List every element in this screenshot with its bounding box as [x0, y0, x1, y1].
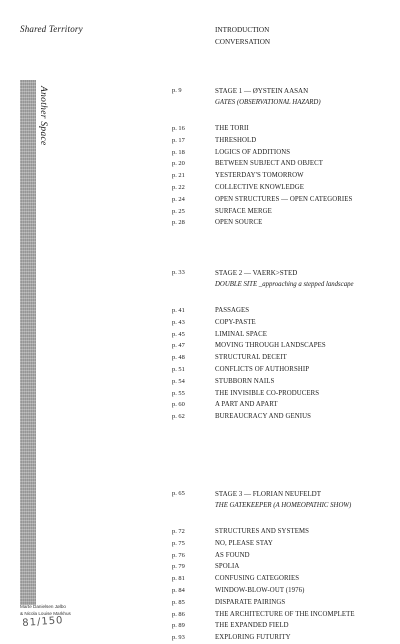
entry-title: LIMINAL SPACE [215, 330, 267, 338]
spine-label: Another Space [38, 86, 48, 146]
entry-title: YESTERDAY'S TOMORROW [215, 172, 304, 180]
entry-page-number: p. 85 [172, 598, 185, 606]
entry-title: SPOLIA [215, 563, 240, 571]
entry-title: OPEN SOURCE [215, 219, 263, 227]
entry-title: THE EXPANDED FIELD [215, 622, 289, 630]
entry-title: NO, PLEASE STAY [215, 539, 273, 547]
toc-entry[interactable] [0, 538, 400, 550]
stage-title: STAGE 3 — FLORIAN NEUFELDT [215, 490, 321, 498]
toc-entry[interactable] [0, 609, 400, 621]
toc-entry[interactable] [0, 411, 400, 423]
entry-page-number: p. 54 [172, 377, 185, 385]
entry-page-number: p. 55 [172, 389, 185, 397]
toc-entry[interactable] [0, 305, 400, 317]
stage-heading[interactable] [0, 489, 400, 513]
entry-title: MOVING THROUGH LANDSCAPES [215, 342, 326, 350]
stage-heading[interactable] [0, 268, 400, 292]
entry-page-number: p. 60 [172, 401, 185, 409]
entry-page-number: p. 89 [172, 622, 185, 630]
entry-title: STRUCTURES AND SYSTEMS [215, 528, 309, 535]
stage-heading[interactable] [0, 86, 400, 110]
stage-subtitle: THE GATEKEEPER (A HOMEOPATHIC SHOW) [215, 502, 352, 509]
intro-item[interactable]: INTRODUCTION [215, 26, 270, 34]
toc-entry[interactable] [0, 561, 400, 573]
entry-title: OPEN STRUCTURES — OPEN CATEGORIES [215, 195, 353, 203]
toc-entry[interactable] [0, 206, 400, 218]
entry-page-number: p. 93 [172, 634, 185, 642]
toc-entry[interactable] [0, 194, 400, 206]
stage-subtitle: GATES (OBSERVATIONAL HAZARD) [215, 99, 321, 106]
intro-section-list [215, 24, 270, 48]
toc-entry[interactable] [0, 597, 400, 609]
entry-title: A PART AND APART [215, 401, 278, 409]
entry-page-number: p. 62 [172, 413, 185, 421]
toc-entry[interactable] [0, 217, 400, 229]
toc-entry[interactable] [0, 340, 400, 352]
entry-page-number: p. 51 [172, 366, 185, 373]
toc-entry[interactable] [0, 526, 400, 538]
entry-page-number: p. 45 [172, 330, 185, 338]
conversation-item[interactable]: CONVERSATION [215, 38, 271, 46]
author-line-1: Marte Danielsen Jølbo [20, 604, 66, 609]
entry-title: THE INVISIBLE CO-PRODUCERS [215, 389, 320, 397]
stage-title: STAGE 2 — VAERK>STED [215, 269, 298, 277]
entry-page-number: p. 22 [172, 184, 185, 191]
entry-title: COPY-PASTE [215, 318, 256, 326]
entry-title: COLLECTIVE KNOWLEDGE [215, 184, 305, 191]
entry-page-number: p. 21 [172, 172, 185, 180]
entry-title: STRUCTURAL DECEIT [215, 354, 287, 362]
entry-title: THE TORII [215, 125, 249, 132]
entry-page-number: p. 18 [172, 148, 185, 156]
entry-page-number: p. 76 [172, 551, 185, 559]
entry-page-number: p. 47 [172, 342, 185, 350]
stage-page-number: p. 33 [172, 269, 185, 276]
entry-page-number: p. 75 [172, 539, 185, 547]
entry-page-number: p. 84 [172, 587, 185, 594]
toc-entry[interactable] [0, 364, 400, 376]
entry-page-number: p. 79 [172, 563, 185, 571]
toc-entry[interactable] [0, 550, 400, 562]
entry-title: EXPLORING FUTURITY [215, 634, 291, 642]
entry-page-number: p. 20 [172, 160, 185, 168]
toc-entry[interactable] [0, 317, 400, 329]
toc-entry[interactable] [0, 585, 400, 597]
entry-title: WINDOW-BLOW-OUT (1976) [215, 587, 305, 594]
entry-page-number: p. 25 [172, 207, 185, 215]
entry-page-number: p. 81 [172, 575, 185, 583]
entry-page-number: p. 28 [172, 219, 185, 227]
entry-title: DISPARATE PAIRINGS [215, 598, 286, 606]
stage-page-number: p. 9 [172, 87, 182, 94]
edition-number-handwritten: 81/150 [22, 615, 64, 629]
entry-title: THE ARCHITECTURE OF THE INCOMPLETE [215, 610, 355, 618]
entry-title: LOGICS OF ADDITIONS [215, 148, 291, 156]
toc-entry[interactable] [0, 620, 400, 632]
entry-title: PASSAGES [215, 307, 250, 314]
stage-subtitle: DOUBLE SITE _approaching a stepped landscape [215, 281, 354, 288]
entry-page-number: p. 43 [172, 318, 185, 326]
toc-entry[interactable] [0, 573, 400, 585]
entry-page-number: p. 41 [172, 307, 185, 314]
toc-entry[interactable] [0, 123, 400, 135]
toc-entry[interactable] [0, 158, 400, 170]
stage-title: STAGE 1 — ØYSTEIN AASAN [215, 87, 309, 95]
entry-title: STUBBORN NAILS [215, 377, 275, 385]
entry-page-number: p. 72 [172, 528, 185, 535]
toc-entry[interactable] [0, 329, 400, 341]
toc-entry[interactable] [0, 376, 400, 388]
entry-title: SURFACE MERGE [215, 207, 272, 215]
toc-entry[interactable] [0, 170, 400, 182]
entry-title: AS FOUND [215, 551, 250, 559]
entry-title: CONFUSING CATEGORIES [215, 575, 300, 583]
entry-page-number: p. 24 [172, 195, 185, 203]
entry-title: CONFLICTS OF AUTHORSHIP [215, 366, 310, 373]
entry-title: BUREAUCRACY AND GENIUS [215, 413, 311, 421]
entry-page-number: p. 48 [172, 354, 185, 362]
entry-title: THRESHOLD [215, 136, 257, 144]
author-line-2: & Nicola Louise Markhus [20, 611, 71, 616]
toc-entry[interactable] [0, 399, 400, 411]
book-title: Shared Territory [20, 24, 83, 34]
toc-entry[interactable] [0, 135, 400, 147]
entry-title: BETWEEN SUBJECT AND OBJECT [215, 160, 324, 168]
entry-page-number: p. 86 [172, 610, 185, 618]
stage-page-number: p. 65 [172, 490, 185, 497]
entry-page-number: p. 16 [172, 125, 185, 132]
toc-entry[interactable] [0, 388, 400, 400]
toc-entry[interactable] [0, 632, 400, 644]
toc-entry[interactable] [0, 182, 400, 194]
entry-page-number: p. 17 [172, 136, 185, 144]
toc-entry[interactable] [0, 147, 400, 159]
toc-entry[interactable] [0, 352, 400, 364]
